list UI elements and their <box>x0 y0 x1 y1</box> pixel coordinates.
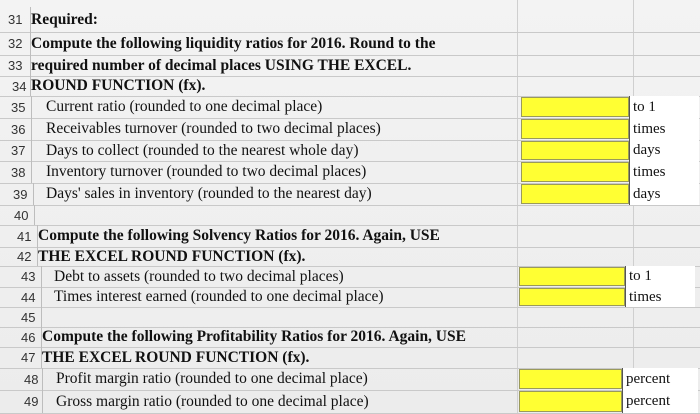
spreadsheet-row <box>0 307 700 328</box>
ratio-label[interactable]: Debt to assets (rounded to two decimal places) <box>54 267 344 285</box>
ratio-label[interactable]: Inventory turnover (rounded to two decimal places) <box>46 163 367 180</box>
answer-input-cell[interactable] <box>521 184 629 204</box>
instruction-text[interactable]: THE EXCEL ROUND FUNCTION (fx). <box>42 348 310 366</box>
spreadsheet-row <box>0 140 700 162</box>
row-number[interactable]: 45 <box>19 307 42 327</box>
row-number[interactable]: 46 <box>19 327 42 347</box>
row-number[interactable]: 49 <box>22 390 43 413</box>
unit-label: days <box>629 140 699 161</box>
spreadsheet-row <box>0 32 700 56</box>
spreadsheet-row <box>0 118 700 141</box>
spreadsheet-row <box>0 205 700 226</box>
answer-input-cell[interactable] <box>521 162 629 182</box>
row-number[interactable]: 40 <box>12 205 35 225</box>
row-number[interactable]: 31 <box>6 7 31 32</box>
instruction-text[interactable]: Compute the following Profitability Ratios for 2016. Again, USE <box>42 328 466 345</box>
answer-input-cell[interactable] <box>521 119 629 139</box>
row-number[interactable]: 36 <box>9 118 32 140</box>
spreadsheet-row <box>0 96 700 119</box>
spreadsheet-row <box>0 76 700 97</box>
ratio-label[interactable]: Days' sales in inventory (rounded to the nearest day) <box>46 185 372 202</box>
unit-label: to 1 <box>625 266 695 287</box>
spreadsheet-row <box>0 368 700 391</box>
row-number[interactable]: 43 <box>19 266 42 287</box>
answer-input-cell[interactable] <box>519 288 625 306</box>
answer-input-cell[interactable] <box>519 369 622 389</box>
row-number[interactable]: 47 <box>19 347 42 368</box>
instruction-text[interactable]: THE EXCEL ROUND FUNCTION (fx). <box>38 247 306 265</box>
instruction-text[interactable]: Compute the following Solvency Ratios for 2016. Again, USE <box>38 227 440 244</box>
spreadsheet-row <box>0 287 700 308</box>
row-number[interactable]: 32 <box>6 32 31 55</box>
spreadsheet-row <box>0 161 700 184</box>
row-number[interactable]: 37 <box>9 140 32 161</box>
answer-input-cell[interactable] <box>519 267 625 286</box>
row-number[interactable]: 34 <box>10 76 31 96</box>
row-number[interactable]: 42 <box>15 247 38 266</box>
spreadsheet-row <box>0 247 700 267</box>
spreadsheet-row <box>0 7 700 33</box>
row-number[interactable]: 44 <box>19 287 42 307</box>
unit-label: percent <box>622 390 698 413</box>
ratio-label[interactable]: Profit margin ratio (rounded to one decimal place) <box>56 370 368 387</box>
row-number[interactable]: 48 <box>22 368 43 390</box>
spreadsheet-row <box>0 183 700 206</box>
spreadsheet-row <box>0 347 700 369</box>
spreadsheet-row <box>0 55 700 77</box>
spreadsheet-row <box>0 327 700 348</box>
row-number[interactable]: 39 <box>11 183 34 205</box>
ratio-label[interactable]: Gross margin ratio (rounded to one decimal place) <box>56 392 369 410</box>
row-number[interactable]: 35 <box>9 96 32 118</box>
row-number[interactable]: 33 <box>6 55 31 76</box>
ratio-label[interactable]: Current ratio (rounded to one decimal place) <box>46 98 323 115</box>
row-number[interactable]: 38 <box>9 161 32 183</box>
answer-input-cell[interactable] <box>521 97 629 117</box>
unit-label: times <box>629 118 699 140</box>
unit-label: times <box>629 161 699 183</box>
instruction-text[interactable]: ROUND FUNCTION (fx). <box>31 77 206 94</box>
ratio-label[interactable]: Times interest earned (rounded to one decimal place) <box>54 288 384 305</box>
spreadsheet-row <box>0 225 700 248</box>
instruction-text[interactable]: Required: <box>31 10 98 28</box>
spreadsheet-row <box>0 390 700 414</box>
instruction-text[interactable]: Compute the following liquidity ratios for 2016. Round to the <box>31 34 436 52</box>
unit-label: percent <box>622 368 698 390</box>
unit-label: days <box>629 183 699 205</box>
spreadsheet-row <box>0 266 700 288</box>
row-number[interactable]: 41 <box>15 225 38 247</box>
answer-input-cell[interactable] <box>521 141 629 160</box>
ratio-label[interactable]: Days to collect (rounded to the nearest whole day) <box>46 141 359 159</box>
ratio-label[interactable]: Receivables turnover (rounded to two decimal places) <box>46 120 381 137</box>
unit-label: to 1 <box>629 96 699 118</box>
instruction-text[interactable]: required number of decimal places USING THE EXCEL. <box>31 56 412 74</box>
answer-input-cell[interactable] <box>519 391 622 412</box>
unit-label: times <box>625 287 695 307</box>
